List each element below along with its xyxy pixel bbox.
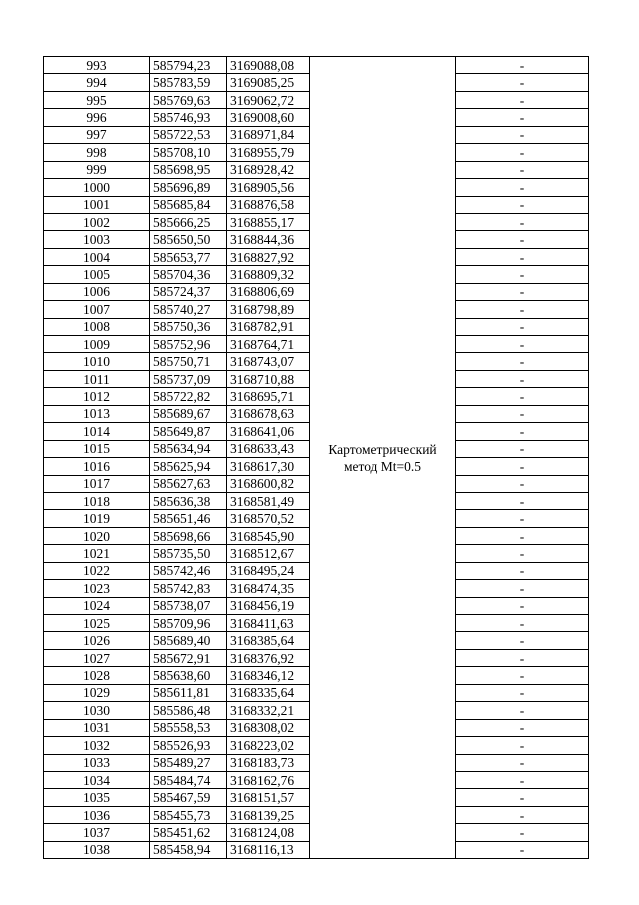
point-number-cell: 1019 (44, 510, 150, 527)
y-coordinate-cell: 3168474,35 (227, 580, 310, 597)
y-coordinate-cell: 3168876,58 (227, 196, 310, 213)
y-coordinate-cell: 3168411,63 (227, 615, 310, 632)
x-coordinate-cell: 585672,91 (150, 649, 227, 666)
y-coordinate-cell: 3168633,43 (227, 440, 310, 457)
value-cell: - (456, 91, 589, 108)
value-cell: - (456, 510, 589, 527)
y-coordinate-cell: 3168385,64 (227, 632, 310, 649)
point-number-cell: 1016 (44, 458, 150, 475)
x-coordinate-cell: 585611,81 (150, 684, 227, 701)
y-coordinate-cell: 3168928,42 (227, 161, 310, 178)
table-row (44, 57, 589, 74)
y-coordinate-cell: 3168570,52 (227, 510, 310, 527)
point-number-cell: 995 (44, 91, 150, 108)
point-number-cell: 1031 (44, 719, 150, 736)
value-cell: - (456, 580, 589, 597)
x-coordinate-cell: 585752,96 (150, 336, 227, 353)
y-coordinate-cell: 3169085,25 (227, 74, 310, 91)
x-coordinate-cell: 585742,83 (150, 580, 227, 597)
x-coordinate-cell: 585627,63 (150, 475, 227, 492)
value-cell: - (456, 754, 589, 771)
value-cell: - (456, 806, 589, 823)
y-coordinate-cell: 3168844,36 (227, 231, 310, 248)
point-number-cell: 1011 (44, 370, 150, 387)
x-coordinate-cell: 585685,84 (150, 196, 227, 213)
value-cell: - (456, 248, 589, 265)
point-number-cell: 996 (44, 109, 150, 126)
value-cell: - (456, 597, 589, 614)
point-number-cell: 997 (44, 126, 150, 143)
point-number-cell: 1004 (44, 248, 150, 265)
point-number-cell: 1002 (44, 213, 150, 230)
y-coordinate-cell: 3168798,89 (227, 301, 310, 318)
x-coordinate-cell: 585738,07 (150, 597, 227, 614)
coordinates-table-body (44, 57, 589, 859)
point-number-cell: 993 (44, 57, 150, 74)
point-number-cell: 998 (44, 144, 150, 161)
x-coordinate-cell: 585526,93 (150, 737, 227, 754)
y-coordinate-cell: 3168600,82 (227, 475, 310, 492)
x-coordinate-cell: 585649,87 (150, 423, 227, 440)
value-cell: - (456, 266, 589, 283)
point-number-cell: 1024 (44, 597, 150, 614)
value-cell: - (456, 283, 589, 300)
point-number-cell: 1008 (44, 318, 150, 335)
x-coordinate-cell: 585737,09 (150, 370, 227, 387)
x-coordinate-cell: 585650,50 (150, 231, 227, 248)
value-cell: - (456, 405, 589, 422)
x-coordinate-cell: 585698,66 (150, 527, 227, 544)
value-cell: - (456, 57, 589, 74)
x-coordinate-cell: 585794,23 (150, 57, 227, 74)
x-coordinate-cell: 585455,73 (150, 806, 227, 823)
point-number-cell: 1006 (44, 283, 150, 300)
point-number-cell: 1030 (44, 702, 150, 719)
point-number-cell: 1017 (44, 475, 150, 492)
point-number-cell: 1034 (44, 771, 150, 788)
point-number-cell: 1036 (44, 806, 150, 823)
value-cell: - (456, 475, 589, 492)
y-coordinate-cell: 3168162,76 (227, 771, 310, 788)
coordinates-table (43, 56, 589, 859)
method-cell (310, 57, 456, 859)
x-coordinate-cell: 585467,59 (150, 789, 227, 806)
value-cell: - (456, 702, 589, 719)
point-number-cell: 1027 (44, 649, 150, 666)
x-coordinate-cell: 585636,38 (150, 492, 227, 509)
point-number-cell: 1014 (44, 423, 150, 440)
y-coordinate-cell: 3168376,92 (227, 649, 310, 666)
point-number-cell: 1012 (44, 388, 150, 405)
y-coordinate-cell: 3168678,63 (227, 405, 310, 422)
point-number-cell: 1000 (44, 179, 150, 196)
value-cell: - (456, 458, 589, 475)
value-cell: - (456, 667, 589, 684)
value-cell: - (456, 440, 589, 457)
value-cell: - (456, 213, 589, 230)
method-label-line1: Картометрический (328, 441, 437, 457)
point-number-cell: 1015 (44, 440, 150, 457)
point-number-cell: 999 (44, 161, 150, 178)
value-cell: - (456, 719, 589, 736)
value-cell: - (456, 388, 589, 405)
y-coordinate-cell: 3168124,08 (227, 824, 310, 841)
point-number-cell: 1021 (44, 545, 150, 562)
y-coordinate-cell: 3169008,60 (227, 109, 310, 126)
x-coordinate-cell: 585746,93 (150, 109, 227, 126)
x-coordinate-cell: 585653,77 (150, 248, 227, 265)
x-coordinate-cell: 585458,94 (150, 841, 227, 858)
y-coordinate-cell: 3168308,02 (227, 719, 310, 736)
value-cell: - (456, 545, 589, 562)
point-number-cell: 1023 (44, 580, 150, 597)
y-coordinate-cell: 3168183,73 (227, 754, 310, 771)
x-coordinate-cell: 585484,74 (150, 771, 227, 788)
value-cell: - (456, 109, 589, 126)
x-coordinate-cell: 585722,53 (150, 126, 227, 143)
value-cell: - (456, 74, 589, 91)
x-coordinate-cell: 585709,96 (150, 615, 227, 632)
y-coordinate-cell: 3168809,32 (227, 266, 310, 283)
point-number-cell: 1018 (44, 492, 150, 509)
x-coordinate-cell: 585625,94 (150, 458, 227, 475)
x-coordinate-cell: 585666,25 (150, 213, 227, 230)
point-number-cell: 1020 (44, 527, 150, 544)
value-cell: - (456, 632, 589, 649)
x-coordinate-cell: 585634,94 (150, 440, 227, 457)
value-cell: - (456, 336, 589, 353)
x-coordinate-cell: 585689,67 (150, 405, 227, 422)
value-cell: - (456, 353, 589, 370)
point-number-cell: 1025 (44, 615, 150, 632)
point-number-cell: 1022 (44, 562, 150, 579)
value-cell: - (456, 423, 589, 440)
value-cell: - (456, 771, 589, 788)
y-coordinate-cell: 3168617,30 (227, 458, 310, 475)
y-coordinate-cell: 3168782,91 (227, 318, 310, 335)
x-coordinate-cell: 585750,36 (150, 318, 227, 335)
y-coordinate-cell: 3168545,90 (227, 527, 310, 544)
y-coordinate-cell: 3168955,79 (227, 144, 310, 161)
x-coordinate-cell: 585742,46 (150, 562, 227, 579)
x-coordinate-cell: 585638,60 (150, 667, 227, 684)
value-cell: - (456, 737, 589, 754)
point-number-cell: 1013 (44, 405, 150, 422)
y-coordinate-cell: 3168512,67 (227, 545, 310, 562)
value-cell: - (456, 824, 589, 841)
value-cell: - (456, 179, 589, 196)
value-cell: - (456, 301, 589, 318)
y-coordinate-cell: 3168764,71 (227, 336, 310, 353)
y-coordinate-cell: 3168346,12 (227, 667, 310, 684)
y-coordinate-cell: 3168905,56 (227, 179, 310, 196)
y-coordinate-cell: 3168456,19 (227, 597, 310, 614)
value-cell: - (456, 615, 589, 632)
y-coordinate-cell: 3168641,06 (227, 423, 310, 440)
x-coordinate-cell: 585735,50 (150, 545, 227, 562)
y-coordinate-cell: 3168335,64 (227, 684, 310, 701)
y-coordinate-cell: 3168806,69 (227, 283, 310, 300)
value-cell: - (456, 841, 589, 858)
point-number-cell: 1007 (44, 301, 150, 318)
x-coordinate-cell: 585558,53 (150, 719, 227, 736)
point-number-cell: 1010 (44, 353, 150, 370)
x-coordinate-cell: 585769,63 (150, 91, 227, 108)
y-coordinate-cell: 3168116,13 (227, 841, 310, 858)
x-coordinate-cell: 585689,40 (150, 632, 227, 649)
value-cell: - (456, 126, 589, 143)
point-number-cell: 1038 (44, 841, 150, 858)
value-cell: - (456, 492, 589, 509)
value-cell: - (456, 231, 589, 248)
x-coordinate-cell: 585696,89 (150, 179, 227, 196)
y-coordinate-cell: 3168827,92 (227, 248, 310, 265)
method-label-line2: метод Mt=0.5 (343, 458, 422, 474)
y-coordinate-cell: 3168139,25 (227, 806, 310, 823)
point-number-cell: 1009 (44, 336, 150, 353)
value-cell: - (456, 684, 589, 701)
y-coordinate-cell: 3168581,49 (227, 492, 310, 509)
y-coordinate-cell: 3168223,02 (227, 737, 310, 754)
point-number-cell: 1005 (44, 266, 150, 283)
value-cell: - (456, 144, 589, 161)
x-coordinate-cell: 585451,62 (150, 824, 227, 841)
value-cell: - (456, 318, 589, 335)
value-cell: - (456, 161, 589, 178)
value-cell: - (456, 527, 589, 544)
y-coordinate-cell: 3168855,17 (227, 213, 310, 230)
y-coordinate-cell: 3168495,24 (227, 562, 310, 579)
point-number-cell: 1029 (44, 684, 150, 701)
x-coordinate-cell: 585704,36 (150, 266, 227, 283)
value-cell: - (456, 196, 589, 213)
value-cell: - (456, 562, 589, 579)
x-coordinate-cell: 585722,82 (150, 388, 227, 405)
point-number-cell: 994 (44, 74, 150, 91)
x-coordinate-cell: 585708,10 (150, 144, 227, 161)
y-coordinate-cell: 3169088,08 (227, 57, 310, 74)
point-number-cell: 1032 (44, 737, 150, 754)
point-number-cell: 1003 (44, 231, 150, 248)
x-coordinate-cell: 585651,46 (150, 510, 227, 527)
x-coordinate-cell: 585698,95 (150, 161, 227, 178)
point-number-cell: 1033 (44, 754, 150, 771)
x-coordinate-cell: 585783,59 (150, 74, 227, 91)
point-number-cell: 1001 (44, 196, 150, 213)
point-number-cell: 1028 (44, 667, 150, 684)
y-coordinate-cell: 3168695,71 (227, 388, 310, 405)
x-coordinate-cell: 585489,27 (150, 754, 227, 771)
point-number-cell: 1037 (44, 824, 150, 841)
value-cell: - (456, 649, 589, 666)
y-coordinate-cell: 3168743,07 (227, 353, 310, 370)
x-coordinate-cell: 585740,27 (150, 301, 227, 318)
y-coordinate-cell: 3168332,21 (227, 702, 310, 719)
y-coordinate-cell: 3168710,88 (227, 370, 310, 387)
value-cell: - (456, 370, 589, 387)
y-coordinate-cell: 3168151,57 (227, 789, 310, 806)
y-coordinate-cell: 3168971,84 (227, 126, 310, 143)
y-coordinate-cell: 3169062,72 (227, 91, 310, 108)
x-coordinate-cell: 585724,37 (150, 283, 227, 300)
point-number-cell: 1035 (44, 789, 150, 806)
x-coordinate-cell: 585750,71 (150, 353, 227, 370)
value-cell: - (456, 789, 589, 806)
x-coordinate-cell: 585586,48 (150, 702, 227, 719)
point-number-cell: 1026 (44, 632, 150, 649)
